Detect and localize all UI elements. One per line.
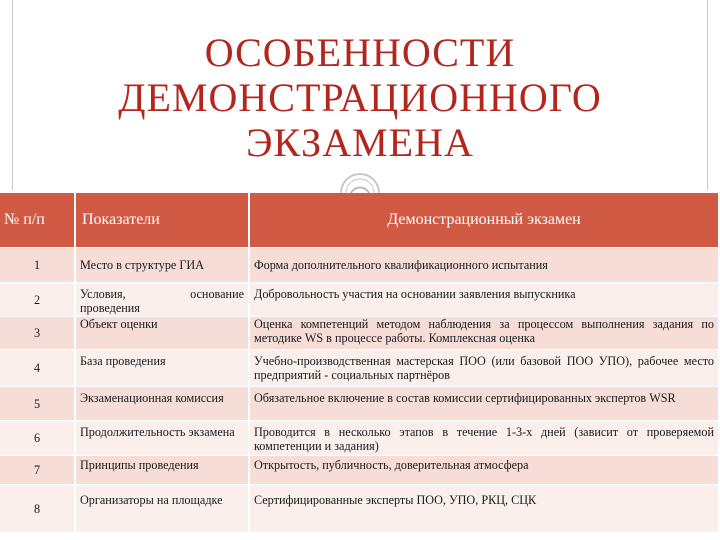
- table-row: [0, 386, 720, 420]
- table-row: [0, 247, 720, 282]
- row-number: 6: [0, 420, 76, 455]
- table-header-row: [0, 193, 720, 247]
- row-indicator: Продолжительность экзамена: [76, 420, 250, 455]
- row-number: 7: [0, 455, 76, 484]
- table-row: [0, 484, 720, 532]
- row-value: Сертифицированные эксперты ПОО, УПО, РКЦ, СЦК: [250, 484, 720, 532]
- title-line-1: ОСОБЕННОСТИ: [204, 30, 516, 75]
- row-number: 8: [0, 484, 76, 532]
- table-row: [0, 420, 720, 455]
- row-number: 5: [0, 386, 76, 420]
- row-number: 2: [0, 282, 76, 316]
- row-value: Форма дополнительного квалификационного испытания: [250, 247, 720, 282]
- row-indicator: Организаторы на площадке: [76, 484, 250, 532]
- row-value: Оценка компетенций методом наблюдения за процессом выполнения задания по методике WS в процессе работы. Комплексная оценка: [250, 316, 720, 349]
- row-number: 3: [0, 316, 76, 349]
- comparison-table: [0, 193, 720, 532]
- row-indicator: База проведения: [76, 349, 250, 386]
- table-row: [0, 282, 720, 316]
- row-value: Обязательное включение в состав комиссии сертифицированных экспертов WSR: [250, 386, 720, 420]
- title-line-3: ЭКЗАМЕНА: [246, 120, 474, 165]
- row-indicator: Место в структуре ГИА: [76, 247, 250, 282]
- row-indicator: Условия, основание проведения: [76, 282, 250, 316]
- header-number: № п/п: [0, 193, 76, 247]
- header-indicators: Показатели: [76, 193, 250, 247]
- row-value: Добровольность участия на основании заявления выпускника: [250, 282, 720, 316]
- row-value: Проводится в несколько этапов в течение 1-3-х дней (зависит от проверяемой компетенции и задания): [250, 420, 720, 455]
- page-title: [12, 30, 708, 165]
- row-indicator: Объект оценки: [76, 316, 250, 349]
- title-line-2: ДЕМОНСТРАЦИОННОГО: [118, 75, 602, 120]
- table-row: [0, 316, 720, 349]
- table-row: [0, 349, 720, 386]
- row-indicator: Принципы проведения: [76, 455, 250, 484]
- row-number: 4: [0, 349, 76, 386]
- table-row: [0, 455, 720, 484]
- row-number: 1: [0, 247, 76, 282]
- row-indicator: Экзаменационная комиссия: [76, 386, 250, 420]
- row-value: Учебно-производственная мастерская ПОО (или базовой ПОО УПО), рабочее место предприятий - социальных партнёров: [250, 349, 720, 386]
- header-demo-exam: Демонстрационный экзамен: [250, 193, 720, 247]
- row-value: Открытость, публичность, доверительная атмосфера: [250, 455, 720, 484]
